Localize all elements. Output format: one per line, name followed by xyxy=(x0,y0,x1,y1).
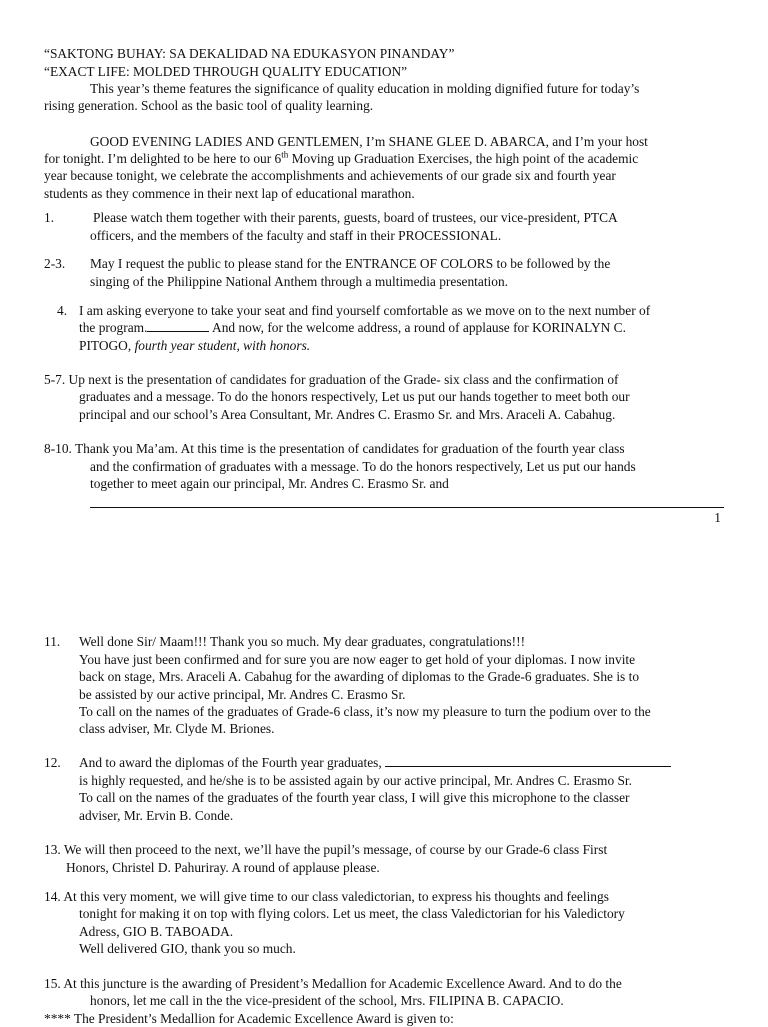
greeting-line: for tonight. I’m delighted to be here to our 6th Moving up Graduation Exercises, the high point of the academic xyxy=(44,149,639,166)
item-13-line: Honors, Christel D. Pahuriray. A round of applause please. xyxy=(66,860,380,875)
item-14-line: Well delivered GIO, thank you so much. xyxy=(79,941,296,956)
item-1-line: officers, and the members of the faculty and staff in their PROCESSIONAL. xyxy=(90,228,502,243)
item-8-10-line: together to meet again our principal, Mr. Andres C. Erasmo Sr. and xyxy=(90,476,449,491)
item-12-line: adviser, Mr. Ervin B. Conde. xyxy=(79,808,234,823)
item-11-line: Well done Sir/ Maam!!! Thank you so much. My dear graduates, congratulations!!! xyxy=(79,634,526,649)
item-number: 2-3. xyxy=(44,256,66,271)
item-14-line: tonight for making it on top with flying colors. Let us meet, the class Valedictorian for his Valedictory xyxy=(79,906,625,921)
item-11-line: To call on the names of the graduates of Grade-6 class, it’s now my pleasure to turn the podium over to the xyxy=(79,704,651,719)
item-number: 4. xyxy=(57,303,68,318)
item-15-line: 15. At this juncture is the awarding of President’s Medallion for Academic Excellence Award. And to do the xyxy=(44,976,622,991)
theme-line: This year’s theme features the significance of quality education in molding dignified future for today’s xyxy=(90,81,640,96)
item-5-7-line: graduates and a message. To do the honors respectively, Let us put our hands together to meet both our xyxy=(79,389,630,404)
item-number: 1. xyxy=(44,210,55,225)
item-2-3-line: singing of the Philippine National Anthem through a multimedia presentation. xyxy=(90,274,509,289)
item-11-line: class adviser, Mr. Clyde M. Briones. xyxy=(79,721,275,736)
greeting-line: year because tonight, we celebrate the accomplishments and achievements of our grade six and fourth year xyxy=(44,168,616,183)
item-5-7-line: principal and our school’s Area Consultant, Mr. Andres C. Erasmo Sr. and Mrs. Araceli A. Cabahug. xyxy=(79,407,616,422)
title-tagalog: “SAKTONG BUHAY: SA DEKALIDAD NA EDUKASYON PINANDAY” xyxy=(44,46,455,61)
item-15-line: honors, let me call in the the vice-president of the school, Mrs. FILIPINA B. CAPACIO. xyxy=(90,993,564,1008)
item-11-line: back on stage, Mrs. Araceli A. Cabahug for the awarding of diplomas to the Grade-6 graduates. She is to xyxy=(79,669,640,684)
item-11-line: be assisted by our active principal, Mr. Andres C. Erasmo Sr. xyxy=(79,687,406,702)
greeting-line: students as they commence in their next lap of educational marathon. xyxy=(44,186,415,201)
item-8-10-line: and the confirmation of graduates with a message. To do the honors respectively, Let us put our hands xyxy=(90,459,636,474)
item-4-line: the program. And now, for the welcome address, a round of applause for KORINALYN C. xyxy=(79,320,626,335)
item-5-7-line: 5-7. Up next is the presentation of candidates for graduation of the Grade- six class and the confirmation of xyxy=(44,372,619,387)
footer-rule xyxy=(90,507,724,508)
page-number: 1 xyxy=(714,510,721,525)
item-12-line: is highly requested, and he/she is to be assisted again by our active principal, Mr. Andres C. Erasmo Sr. xyxy=(79,773,633,788)
blank-line xyxy=(147,319,209,332)
item-14-line: 14. At this very moment, we will give time to our class valedictorian, to express his thoughts and feelings xyxy=(44,889,609,904)
item-1-line: Please watch them together with their parents, guests, board of trustees, our vice-president, PTCA xyxy=(93,210,618,225)
item-number: 12. xyxy=(44,755,61,770)
item-15-line: **** The President’s Medallion for Academic Excellence Award is given to: xyxy=(44,1011,454,1026)
item-12-line: And to award the diplomas of the Fourth year graduates, xyxy=(79,754,671,771)
greeting-line: GOOD EVENING LADIES AND GENTLEMEN, I’m SHANE GLEE D. ABARCA, and I’m your host xyxy=(90,134,648,149)
item-11-line: You have just been confirmed and for sure you are now eager to get hold of your diplomas. I now invite xyxy=(79,652,636,667)
item-13-line: 13. We will then proceed to the next, we’ll have the pupil’s message, of course by our Grade-6 class First xyxy=(44,842,608,857)
item-4-line: PITOGO, fourth year student, with honors. xyxy=(79,338,311,353)
title-english: “EXACT LIFE: MOLDED THROUGH QUALITY EDUCATION” xyxy=(44,64,408,79)
item-14-line: Adress, GIO B. TABOADA. xyxy=(79,924,234,939)
item-number: 11. xyxy=(44,634,61,649)
item-4-line: I am asking everyone to take your seat and find yourself comfortable as we move on to the next number of xyxy=(79,303,651,318)
blank-line xyxy=(385,754,671,767)
item-8-10-line: 8-10. Thank you Ma’am. At this time is the presentation of candidates for graduation of the fourth year class xyxy=(44,441,625,456)
item-12-line: To call on the names of the graduates of the fourth year class, I will give this microphone to the classer xyxy=(79,790,630,805)
item-2-3-line: May I request the public to please stand for the ENTRANCE OF COLORS to be followed by the xyxy=(90,256,611,271)
theme-line: rising generation. School as the basic tool of quality learning. xyxy=(44,98,374,113)
